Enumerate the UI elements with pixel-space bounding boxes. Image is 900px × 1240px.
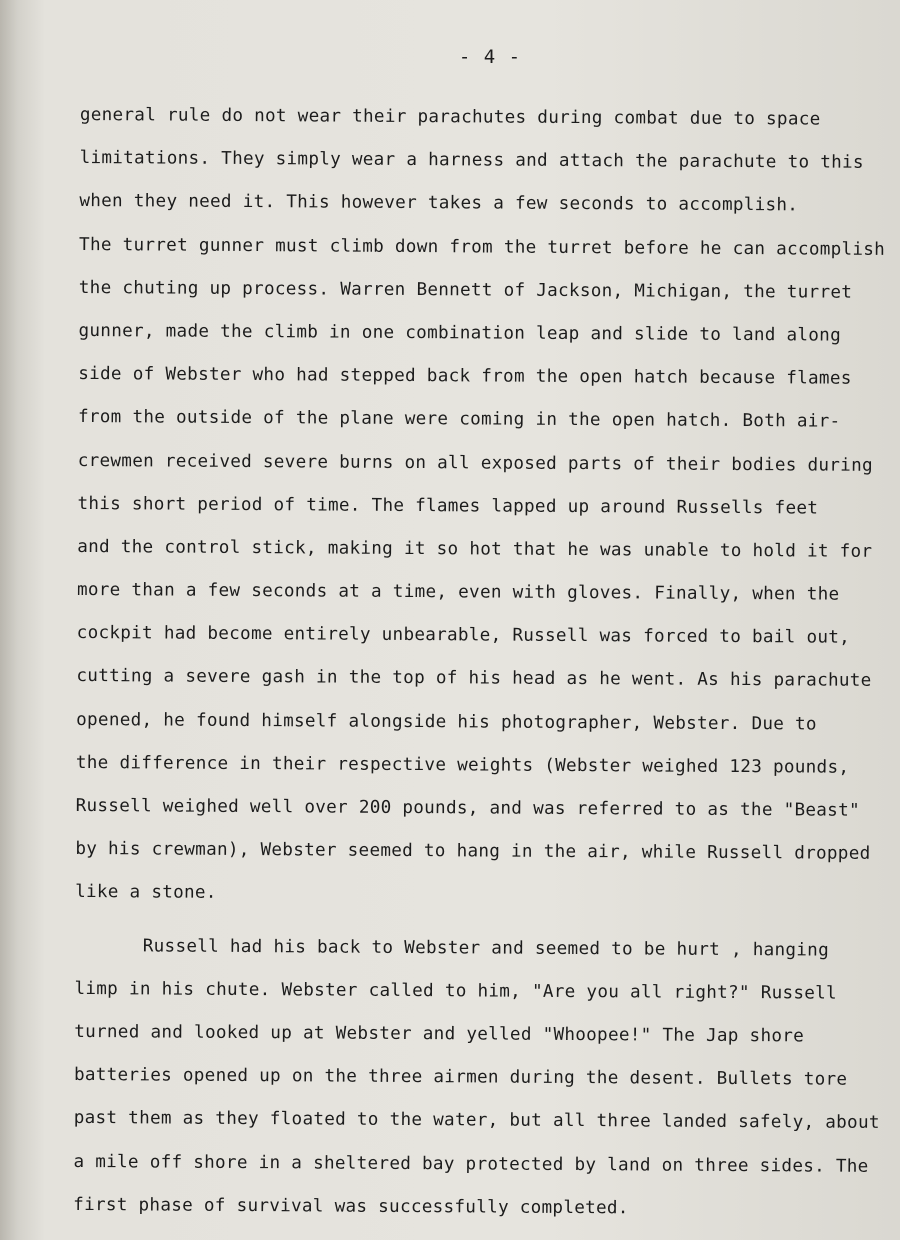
- text-line: limp in his chute. Webster called to him, "Are you all right?" Russell: [74, 978, 838, 1004]
- paragraph-1: [75, 94, 892, 920]
- text-line: a mile off shore in a sheltered bay protected by land on three sides. The: [73, 1151, 869, 1177]
- text-line: and the control stick, making it so hot that he was unable to hold it for: [77, 536, 873, 562]
- text-line: gunner, made the climb in one combination leap and slide to land along: [78, 320, 842, 346]
- text-line: the difference in their respective weights (Webster weighed 123 pounds,: [75, 752, 850, 778]
- text-line: cutting a severe gash in the top of his head as he went. As his parachute: [76, 666, 872, 692]
- text-line: more than a few seconds at a time, even with gloves. Finally, when the: [76, 580, 840, 605]
- text-line: The turret gunner must climb down from the turret before he can accomplish: [79, 234, 886, 260]
- text-line: this short period of time. The flames lapped up around Russells feet: [77, 493, 819, 519]
- text-line: first phase of survival was successfully completed.: [73, 1194, 629, 1219]
- text-line: the chuting up process. Warren Bennett of Jackson, Michigan, the turret: [78, 277, 853, 303]
- text-line: turned and looked up at Webster and yelled "Whoopee!" The Jap shore: [74, 1021, 805, 1047]
- text-line: limitations. They simply wear a harness and attach the parachute to this: [79, 148, 864, 173]
- text-line: Russell had his back to Webster and seemed to be hurt , hanging: [142, 935, 830, 961]
- text-line: side of Webster who had stepped back from the open hatch because flames: [78, 364, 852, 389]
- text-line: general rule do not wear their parachutes during combat due to space: [79, 104, 821, 130]
- text-line: when they need it. This however takes a few seconds to accomplish.: [79, 191, 799, 216]
- body-text: [73, 94, 892, 1232]
- text-line: by his crewman), Webster seemed to hang in the air, while Russell dropped: [75, 839, 871, 865]
- text-line: past them as they floated to the water, but all three landed safely, about: [73, 1108, 880, 1134]
- paragraph-2: [73, 925, 887, 1232]
- text-line: batteries opened up on the three airmen during the desent. Bullets tore: [73, 1065, 848, 1090]
- text-line: crewmen received severe burns on all exposed parts of their bodies during: [77, 450, 873, 476]
- page-number: - 4 -: [458, 46, 522, 68]
- text-line: cockpit had become entirely unbearable, Russell was forced to bail out,: [76, 623, 851, 648]
- text-line: opened, he found himself alongside his photographer, Webster. Due to: [76, 709, 817, 735]
- text-line: like a stone.: [75, 882, 217, 904]
- text-line: from the outside of the plane were coming in the open hatch. Both air-: [77, 407, 841, 432]
- text-line: Russell weighed well over 200 pounds, and was referred to as the "Beast": [75, 795, 860, 821]
